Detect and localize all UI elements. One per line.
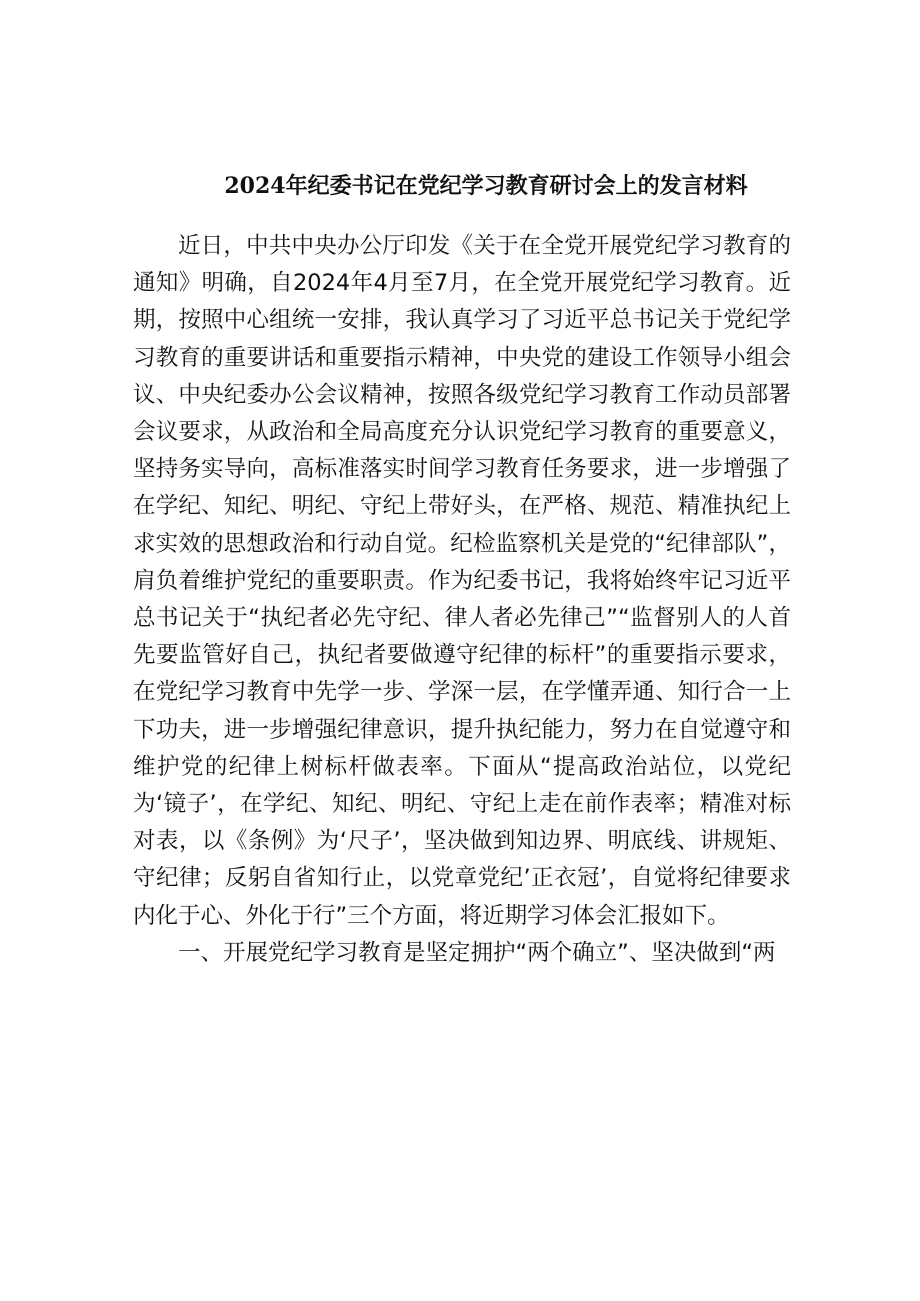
document-title: 2024年纪委书记在党纪学习教育研讨会上的发言材料	[224, 173, 748, 199]
section-heading-1: 一、开展党纪学习教育是坚定拥护“两个确立”、坚决做到“两	[178, 939, 776, 966]
intro-paragraph: 近日，中共中央办公厅印发《关于在全党开展党纪学习教育的通知》明确，自2024年4月至7月，在全党开展党纪学习教育。近期，按照中心组统一安排，我认真学习了习近平总书记关于党纪学习教育的重要讲话和重要指示精神，中央党的建设工作领导小组会议、中央纪委办公会议精神，按照各级党纪学习教育工作动员部署会议要求，从政治和全局高度充分认识党纪学习教育的重要意义，坚持务实导向，高标准落实时间学习教育任务要求，进一步增强了在学纪、知纪、明纪、守纪上带好头，在严格、规范、精准执纪上求实效的思想政治和行动自觉。纪检监察机关是党的“纪律部队”，肩负着维护党纪的重要职责。作为纪委书记，我将始终牢记习近平总书记关于“执纪者必先守纪、律人者必先律己”“监督别人的人首先要监管好自己，执纪者要做遵守纪律的标杆”的重要指示要求，在党纪学习教育中先学一步、学深一层，在学懂弄通、知行合一上下功夫，进一步增强纪律意识，提升执纪能力，努力在自觉遵守和维护党的纪律上树标杆做表率。下面从“提高政治站位，以党纪为‘镜子’，在学纪、知纪、明纪、守纪上走在前作表率；精准对标对表，以《条例》为‘尺子’，坚决做到知边界、明底线、讲规矩、守纪律；反躬自省知行止，以党章党纪’正衣冠’，自觉将纪律要求内化于心、外化于行”三个方面，将近期学习体会汇报如下。	[133, 233, 791, 929]
document-body	[133, 228, 791, 972]
